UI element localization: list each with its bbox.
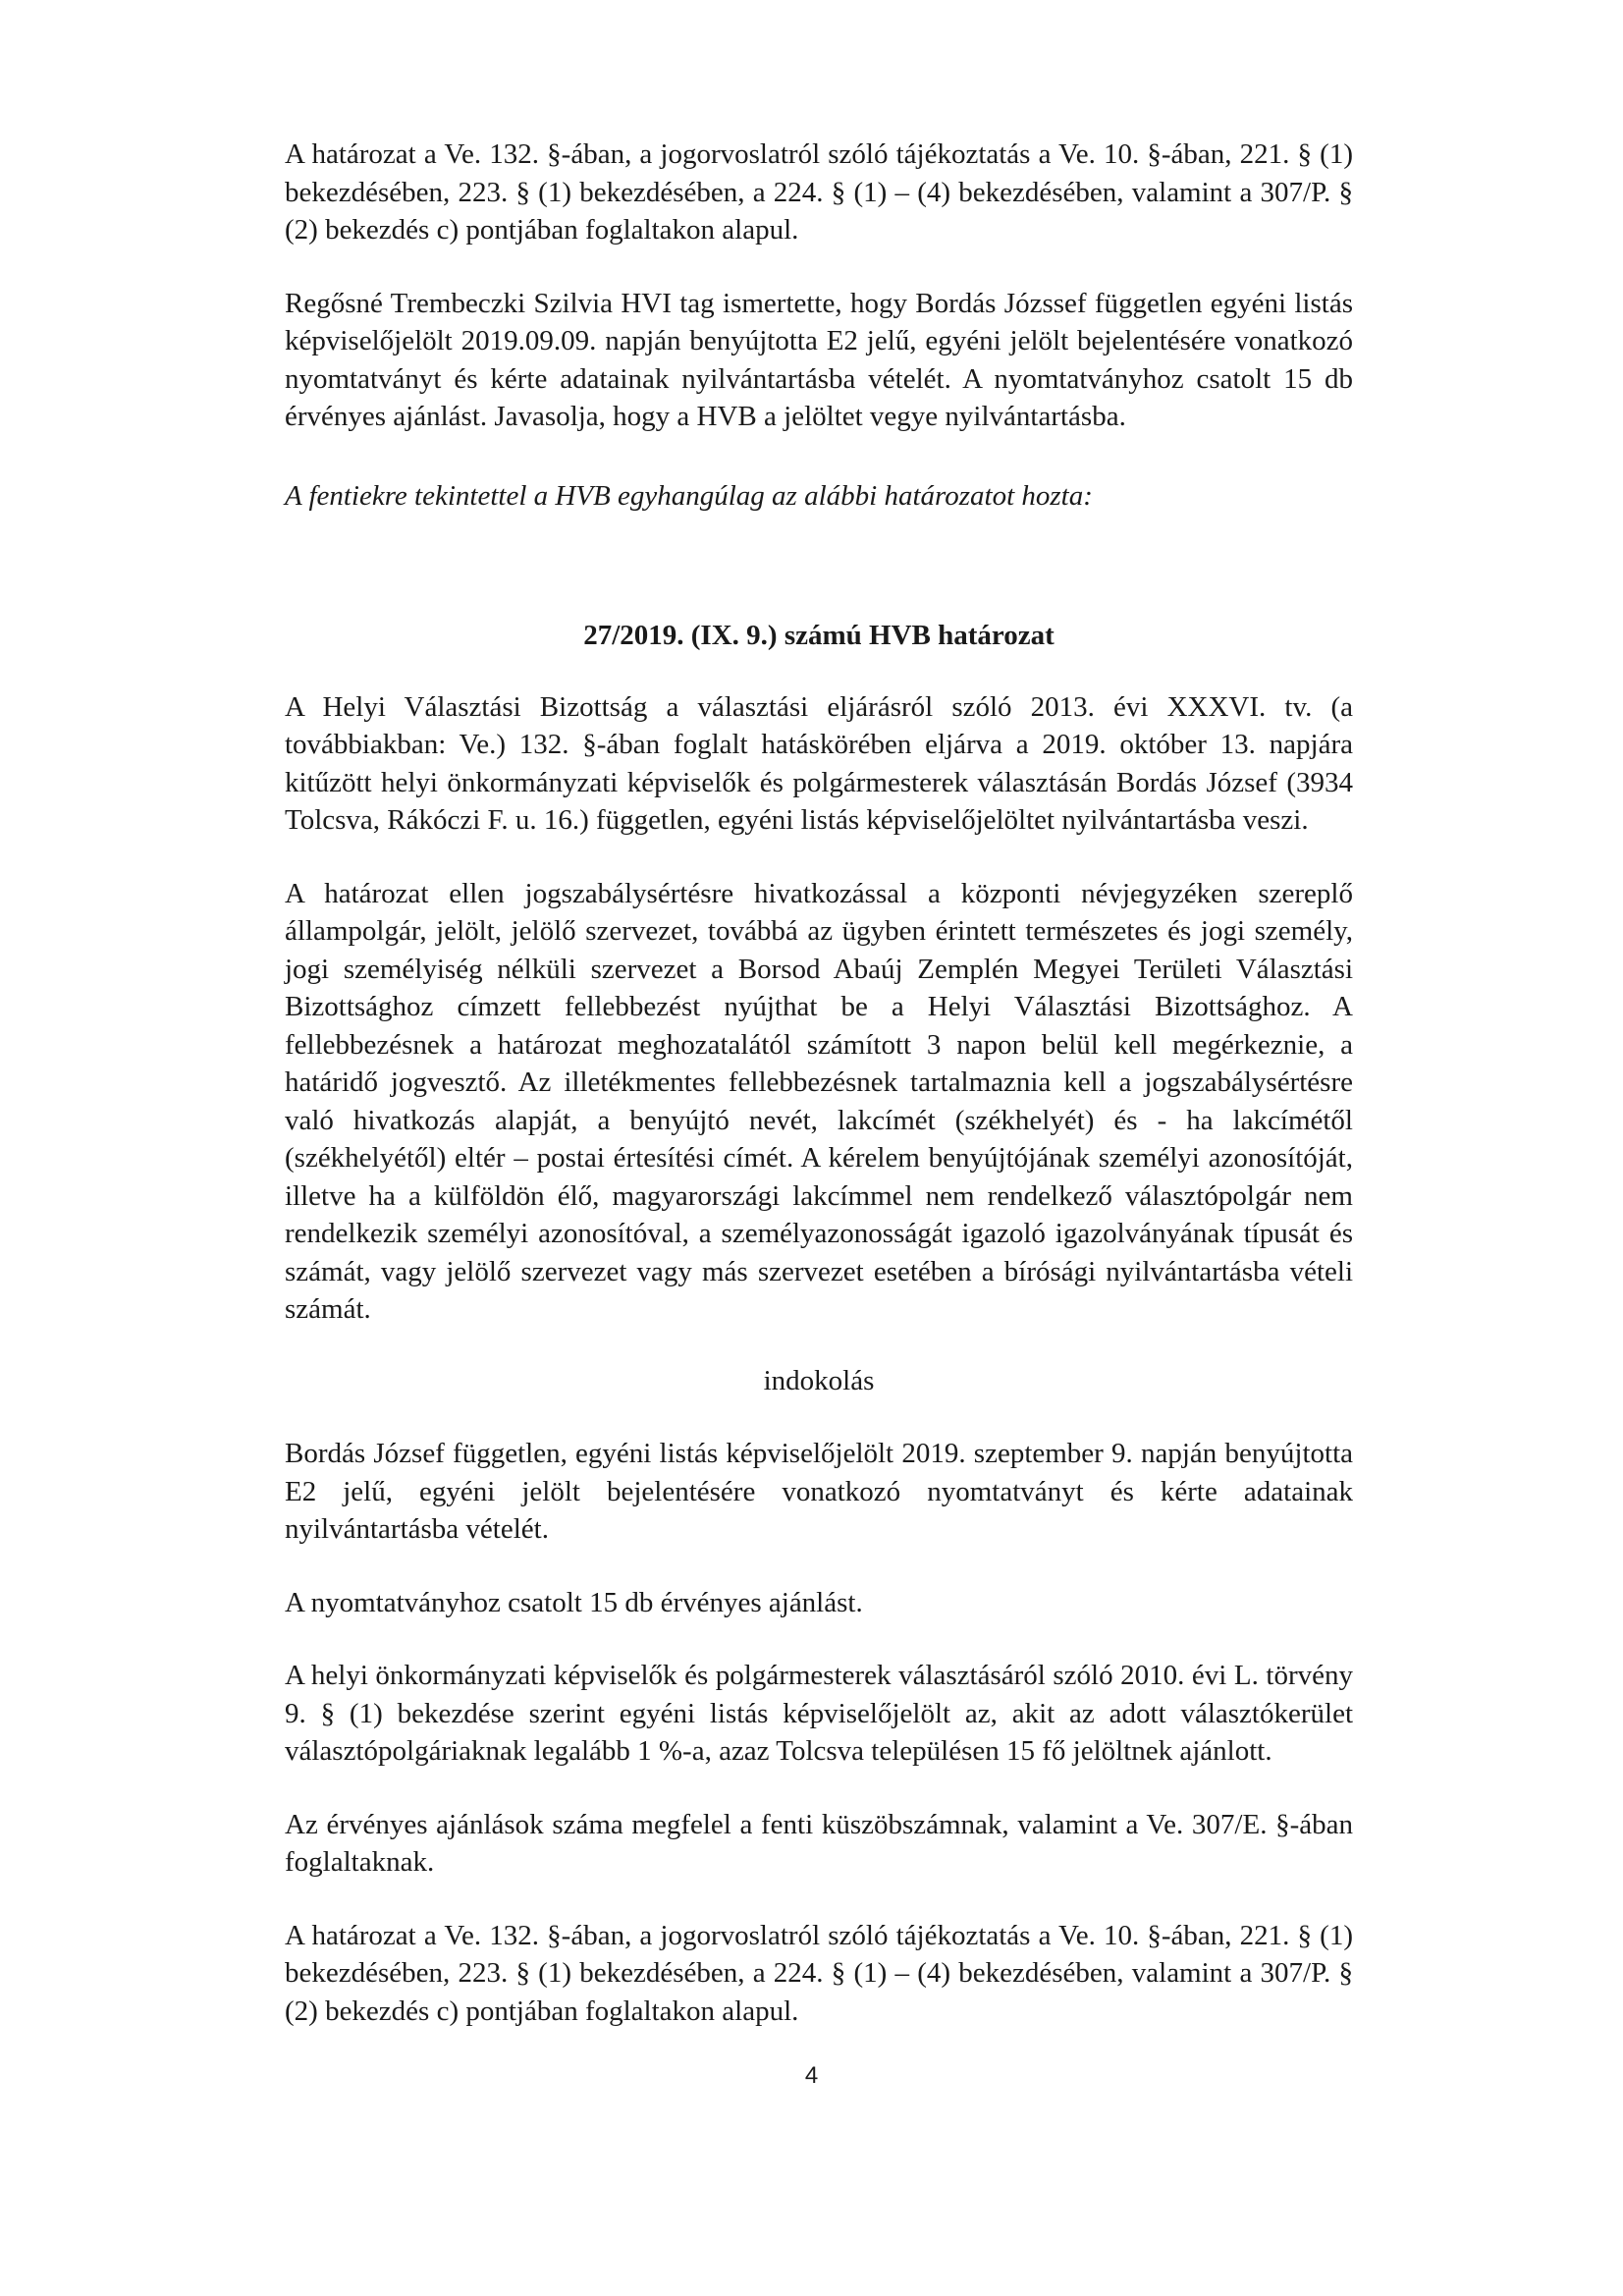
legal-basis-paragraph-top: A határozat a Ve. 132. §-ában, a jogorvoslatról szóló tájékoztatás a Ve. 10. §-ában, 221. § (1) bekezdésében, 223. § (1) bekezdésében, a 224. § (1) – (4) bekezdésében, valamint a 307/P. § (2) bekezdés c) pontjában foglaltakon alapul.: [285, 138, 1353, 246]
appeal-info-paragraph: A határozat ellen jogszabálysértésre hivatkozással a központi névjegyzéken szereplő állampolgár, jelölt, jelölő szervezet, továbbá az ügyben érintett természetes és jogi személy, jogi személyiség nélküli szervezet a Borsod Abaúj Zemplén Megyei Területi Választási Bizottsághoz címzett fellebbezést nyújthat be a Helyi Választási Bizottsághoz. A fellebbezésnek a határozat meghozatalától számított 3 napon belül kell megérkeznie, a határidő jogvesztő. Az illetékmentes fellebbezésnek tartalmaznia kell a jogszabálysértésre való hivatkozás alapját, a benyújtó nevét, lakcímét (székhelyét) és - ha lakcímétől (székhelyétől) eltér – postai értesítési címét. A kérelem benyújtójának személyi azonosítóját, illetve ha a külföldön élő, magyarországi lakcímmel nem rendelkező választópolgár nem rendelkezik személyi azonosítóval, a személyazonosságát igazoló igazolványának típusát és számát, vagy jelölő szervezet vagy más szervezet esetében a bírósági nyilvántartásba vételi számát.: [285, 877, 1353, 1325]
document-body: [285, 136, 1353, 2030]
reasoning-paragraph-4: Az érvényes ajánlások száma megfelel a fenti küszöbszámnak, valamint a Ve. 307/E. §-ában foglaltaknak.: [285, 1808, 1353, 1878]
reasoning-paragraph-3: A helyi önkormányzati képviselők és polgármesterek választásáról szóló 2010. évi L. törvény 9. § (1) bekezdése szerint egyéni listás képviselőjelölt az, akit az adott választókerület választópolgáriaknak legalább 1 %-a, azaz Tolcsva településen 15 fő jelöltnek ajánlott.: [285, 1660, 1353, 1767]
legal-basis-paragraph-bottom: A határozat a Ve. 132. §-ában, a jogorvoslatról szóló tájékoztatás a Ve. 10. §-ában, 221. § (1) bekezdésében, 223. § (1) bekezdésében, a 224. § (1) – (4) bekezdésében, valamint a 307/P. § (2) bekezdés c) pontjában foglaltakon alapul.: [285, 1919, 1353, 2027]
hvi-statement-paragraph: Regősné Trembeczki Szilvia HVI tag ismertette, hogy Bordás Józssef független egyéni listás képviselőjelölt 2019.09.09. napján benyújtotta E2 jelű, egyéni jelölt bejelentésére vonatkozó nyomtatványt és kérte adatainak nyilvántartásba vételét. A nyomtatványhoz csatolt 15 db érvényes ajánlást. Javasolja, hogy a HVB a jelöltet vegye nyilvántartásba.: [285, 287, 1353, 432]
reasoning-paragraph-1: Bordás József független, egyéni listás képviselőjelölt 2019. szeptember 9. napján benyújtotta E2 jelű, egyéni jelölt bejelentésére vonatkozó nyomtatványt és kérte adatainak nyilvántartásba vételét.: [285, 1438, 1353, 1545]
decision-text-paragraph: A Helyi Választási Bizottság a választási eljárásról szóló 2013. évi XXXVI. tv. (a továbbiakban: Ve.) 132. §-ában foglalt hatáskörében eljárva a 2019. október 13. napjára kitűzött helyi önkormányzati képviselők és polgármesterek választásán Bordás József (3934 Tolcsva, Rákóczi F. u. 16.) független, egyéni listás képviselőjelöltet nyilvántartásba veszi.: [285, 690, 1353, 836]
unanimous-decision-line: A fentiekre tekintettel a HVB egyhangúlag az alábbi határozatot hozta:: [285, 479, 1093, 512]
decision-heading: 27/2019. (IX. 9.) számú HVB határozat: [583, 620, 1055, 651]
reasoning-title: indokolás: [763, 1364, 875, 1396]
page-number: 4: [804, 2062, 819, 2089]
reasoning-paragraph-2: A nyomtatványhoz csatolt 15 db érvényes ajánlást.: [285, 1586, 863, 1618]
